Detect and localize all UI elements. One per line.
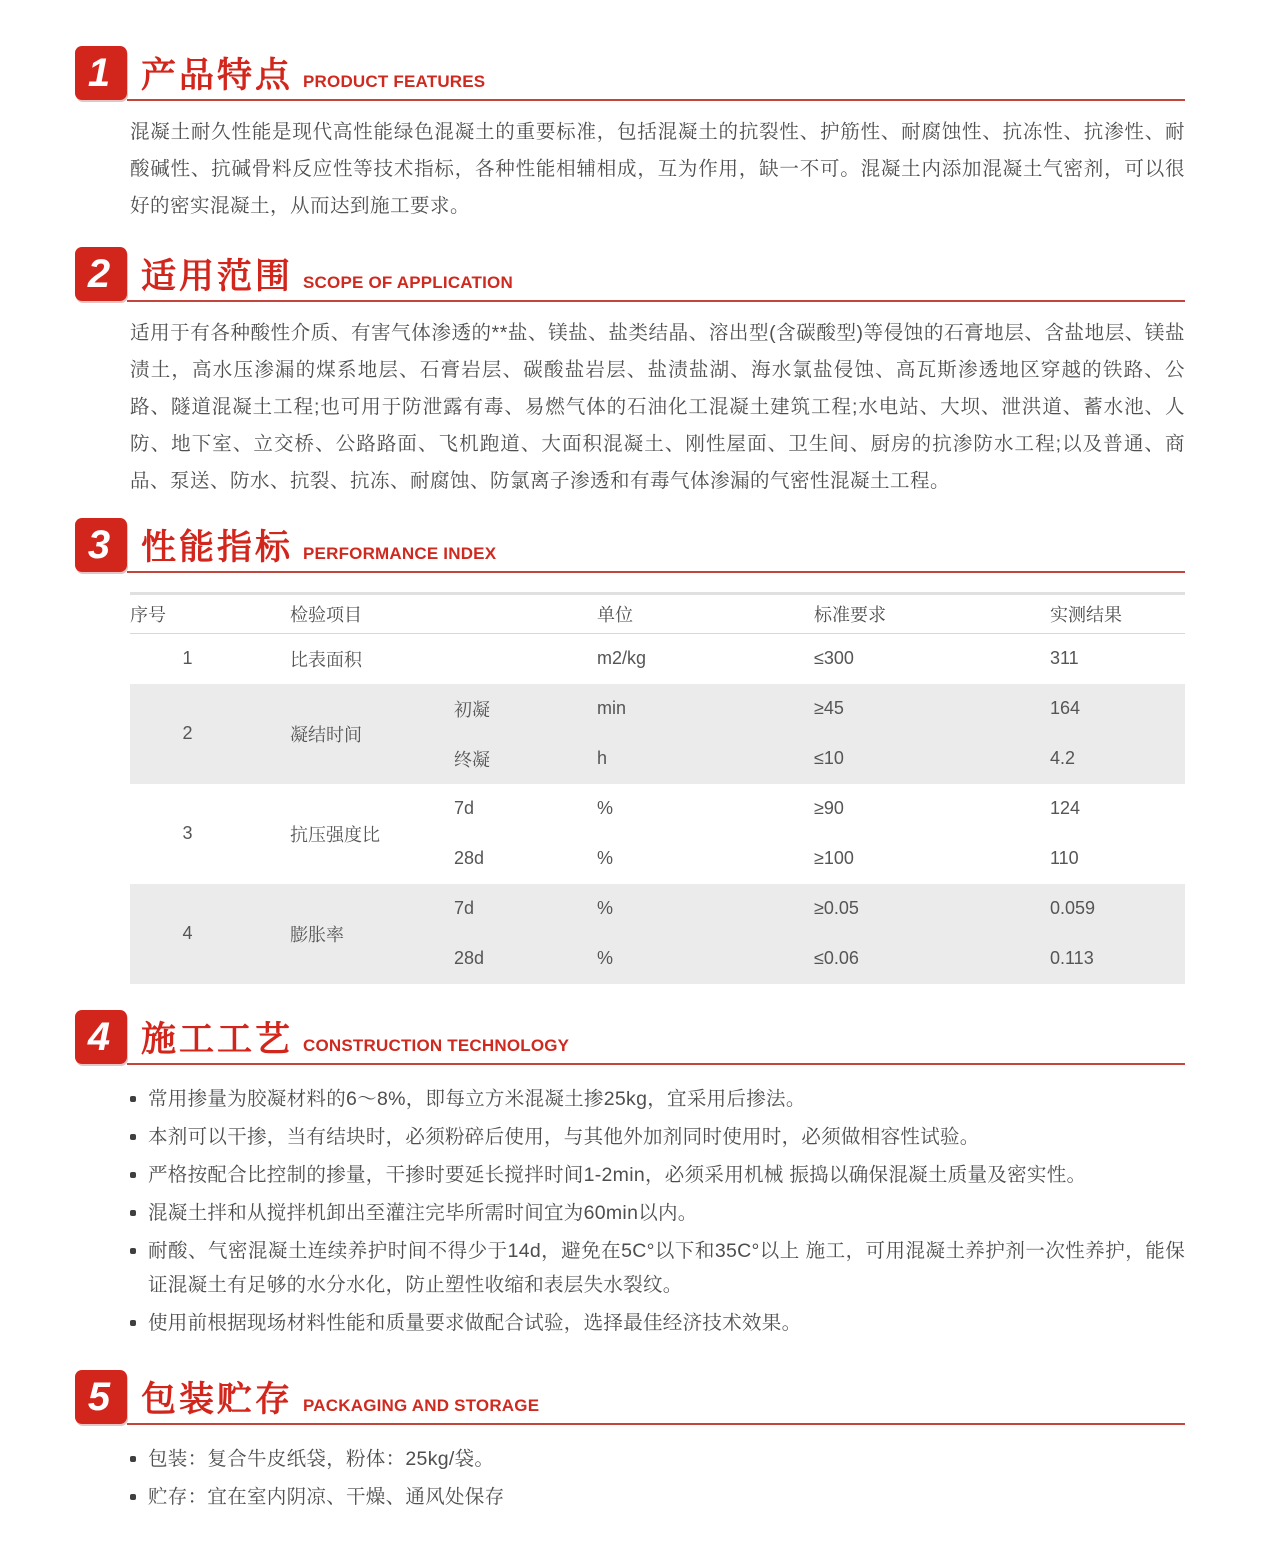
section-number-badge bbox=[75, 1370, 127, 1424]
table-cell: % bbox=[597, 798, 614, 818]
table-row bbox=[130, 784, 1185, 834]
section-header bbox=[75, 1370, 1185, 1428]
list-item bbox=[130, 1158, 1185, 1192]
list-item bbox=[130, 1480, 1185, 1514]
list-item-text: 本剂可以干掺，当有结块时，必须粉碎后使用，与其他外加剂同时使用时，必须做相容性试验。 bbox=[148, 1125, 980, 1148]
section-number: 3 bbox=[87, 523, 111, 567]
table-cell: 0.059 bbox=[1040, 884, 1185, 934]
header-underline bbox=[127, 571, 1185, 573]
list-item bbox=[130, 1120, 1185, 1154]
section-paragraph: 适用于有各种酸性介质、有害气体渗透的**盐、镁盐、盐类结晶、溶出型(含碳酸型)等侵蚀的石膏地层、含盐地层、镁盐渍土，高水压渗漏的煤系地层、石膏岩层、碳酸盐岩层、盐渍盐湖、海水氯盐侵蚀、高瓦斯渗透地区穿越的铁路、公路、隧道混凝土工程;也可用于防泄露有毒、易燃气体的石油化工混凝土建筑工程;水电站、大坝、泄洪道、蓄水池、人防、地下室、立交桥、公路路面、飞机跑道、大面积混凝土、刚性屋面、卫生间、厨房的抗渗防水工程;以及普通、商品、泵送、防水、抗裂、抗冻、耐腐蚀、防氯离子渗透和有毒气体渗漏的气密性混凝土工程。 bbox=[130, 322, 1185, 492]
table-cell: ≥90 bbox=[814, 798, 844, 818]
list-item-text: 常用掺量为胶凝材料的6～8%，即每立方米混凝土掺25kg，宜采用后掺法。 bbox=[148, 1087, 806, 1110]
header-underline bbox=[127, 99, 1185, 101]
list-item bbox=[130, 1196, 1185, 1230]
section-title-zh: 施工工艺 bbox=[141, 1019, 294, 1059]
table-cell: ≤10 bbox=[800, 734, 1040, 784]
col-header-seq: 序号 bbox=[130, 594, 245, 634]
table-cell: 4.2 bbox=[1040, 734, 1185, 784]
bullet-dot-icon bbox=[130, 1494, 136, 1500]
table-cell: 7d bbox=[454, 798, 475, 818]
section-number: 1 bbox=[87, 51, 111, 95]
section-title-zh: 性能指标 bbox=[141, 528, 294, 567]
section-title-en: PACKAGING AND STORAGE bbox=[303, 1395, 540, 1415]
section-construction-technology bbox=[75, 1010, 1185, 1340]
table-cell: 抗压强度比 bbox=[290, 824, 380, 845]
section-title-zh: 包装贮存 bbox=[141, 1379, 294, 1419]
list-item bbox=[130, 1306, 1185, 1340]
bullet-dot-icon bbox=[130, 1248, 136, 1254]
table-cell: 28d bbox=[440, 934, 585, 984]
section-scope-of-application bbox=[75, 247, 1185, 500]
performance-table bbox=[130, 592, 1185, 984]
list-item-text: 耐酸、气密混凝土连续养护时间不得少于14d，避免在5C°以下和35C°以上 施工，可用混凝土养护剂一次性养护，能保证混凝土有足够的水分水化，防止塑性收缩和表层失水裂纹。 bbox=[148, 1239, 1185, 1296]
section-number-badge bbox=[75, 518, 127, 572]
table-cell: m2/kg bbox=[597, 648, 647, 669]
section-number: 4 bbox=[87, 1014, 111, 1059]
section-header bbox=[75, 247, 1185, 305]
col-header-standard: 标准要求 bbox=[800, 594, 1040, 634]
header-underline bbox=[127, 1063, 1185, 1065]
performance-table-body bbox=[130, 634, 1185, 984]
section-title-en: CONSTRUCTION TECHNOLOGY bbox=[303, 1035, 570, 1055]
bullet-dot-icon bbox=[130, 1096, 136, 1102]
table-cell: 311 bbox=[1050, 648, 1079, 669]
section-number-badge bbox=[75, 247, 127, 301]
table-cell: 28d bbox=[454, 848, 485, 868]
section-title-en: PRODUCT FEATURES bbox=[303, 72, 486, 91]
table-cell: min bbox=[585, 684, 800, 734]
col-header-item: 检验项目 bbox=[245, 594, 585, 634]
section-title-en: PERFORMANCE INDEX bbox=[303, 544, 497, 563]
table-row bbox=[130, 884, 1185, 934]
list-item-text: 严格按配合比控制的掺量，干掺时要延长搅拌时间1-2min，必须采用机械 振捣以确保混凝土质量及密实性。 bbox=[148, 1163, 1087, 1186]
bullet-dot-icon bbox=[130, 1134, 136, 1140]
section-header bbox=[75, 1010, 1185, 1068]
table-cell: 110 bbox=[1050, 848, 1079, 868]
table-cell: ≤300 bbox=[814, 648, 854, 669]
col-header-unit: 单位 bbox=[585, 594, 800, 634]
section-number-badge bbox=[75, 1010, 127, 1064]
table-cell: % bbox=[585, 934, 800, 984]
table-cell: 比表面积 bbox=[290, 649, 362, 670]
packaging-bullet-list bbox=[130, 1442, 1185, 1514]
section-product-features bbox=[75, 46, 1185, 225]
table-cell: ≥45 bbox=[800, 684, 1040, 734]
table-cell: % bbox=[585, 884, 800, 934]
section-number-badge bbox=[75, 46, 127, 100]
section-title-zh: 适用范围 bbox=[141, 257, 294, 296]
col-header-result: 实测结果 bbox=[1040, 594, 1185, 634]
table-cell: ≤0.06 bbox=[800, 934, 1040, 984]
table-header-row bbox=[130, 594, 1185, 634]
table-cell: 终凝 bbox=[440, 734, 585, 784]
header-underline bbox=[127, 300, 1185, 302]
list-item-text: 混凝土拌和从搅拌机卸出至灌注完毕所需时间宜为60min以内。 bbox=[148, 1201, 698, 1224]
section-header bbox=[75, 518, 1185, 576]
table-cell: 4 bbox=[130, 884, 245, 984]
list-item-text: 贮存：宜在室内阴凉、干燥、通风处保存 bbox=[148, 1485, 505, 1508]
section-number: 5 bbox=[87, 1374, 111, 1419]
table-cell: 初凝 bbox=[440, 684, 585, 734]
section-packaging-storage bbox=[75, 1370, 1185, 1514]
bullet-dot-icon bbox=[130, 1320, 136, 1326]
table-row bbox=[130, 684, 1185, 734]
list-item-text: 使用前根据现场材料性能和质量要求做配合试验，选择最佳经济技术效果。 bbox=[148, 1311, 802, 1334]
section-title-en: SCOPE OF APPLICATION bbox=[303, 273, 513, 292]
section-number: 2 bbox=[87, 252, 111, 296]
section-header bbox=[75, 46, 1185, 104]
table-cell: 164 bbox=[1040, 684, 1185, 734]
table-cell: 膨胀率 bbox=[245, 884, 440, 984]
table-row bbox=[130, 634, 1185, 684]
table-cell: 1 bbox=[182, 648, 193, 669]
header-underline bbox=[127, 1423, 1185, 1425]
section-paragraph: 混凝土耐久性能是现代高性能绿色混凝土的重要标准，包括混凝土的抗裂性、护筋性、耐腐蚀性、抗冻性、抗渗性、耐酸碱性、抗碱骨料反应性等技术指标，各种性能相辅相成，互为作用，缺一不可。混凝土内添加混凝土气密剂，可以很好的密实混凝土，从而达到施工要求。 bbox=[130, 121, 1185, 217]
bullet-dot-icon bbox=[130, 1456, 136, 1462]
table-cell: 7d bbox=[440, 884, 585, 934]
list-item bbox=[130, 1082, 1185, 1116]
list-item-text: 包装：复合牛皮纸袋，粉体：25kg/袋。 bbox=[148, 1447, 495, 1470]
table-cell: % bbox=[597, 848, 614, 868]
table-cell: 0.113 bbox=[1040, 934, 1185, 984]
table-cell: h bbox=[585, 734, 800, 784]
table-cell: 3 bbox=[182, 823, 193, 843]
section-title-zh: 产品特点 bbox=[141, 56, 294, 95]
table-cell: 凝结时间 bbox=[245, 684, 440, 784]
section-performance-index bbox=[75, 518, 1185, 984]
table-cell: ≥100 bbox=[814, 848, 854, 868]
table-cell: 124 bbox=[1050, 798, 1081, 818]
bullet-dot-icon bbox=[130, 1172, 136, 1178]
list-item bbox=[130, 1234, 1185, 1302]
table-cell: 2 bbox=[130, 684, 245, 784]
table-cell: ≥0.05 bbox=[800, 884, 1040, 934]
list-item bbox=[130, 1442, 1185, 1476]
construction-bullet-list bbox=[130, 1082, 1185, 1340]
bullet-dot-icon bbox=[130, 1210, 136, 1216]
